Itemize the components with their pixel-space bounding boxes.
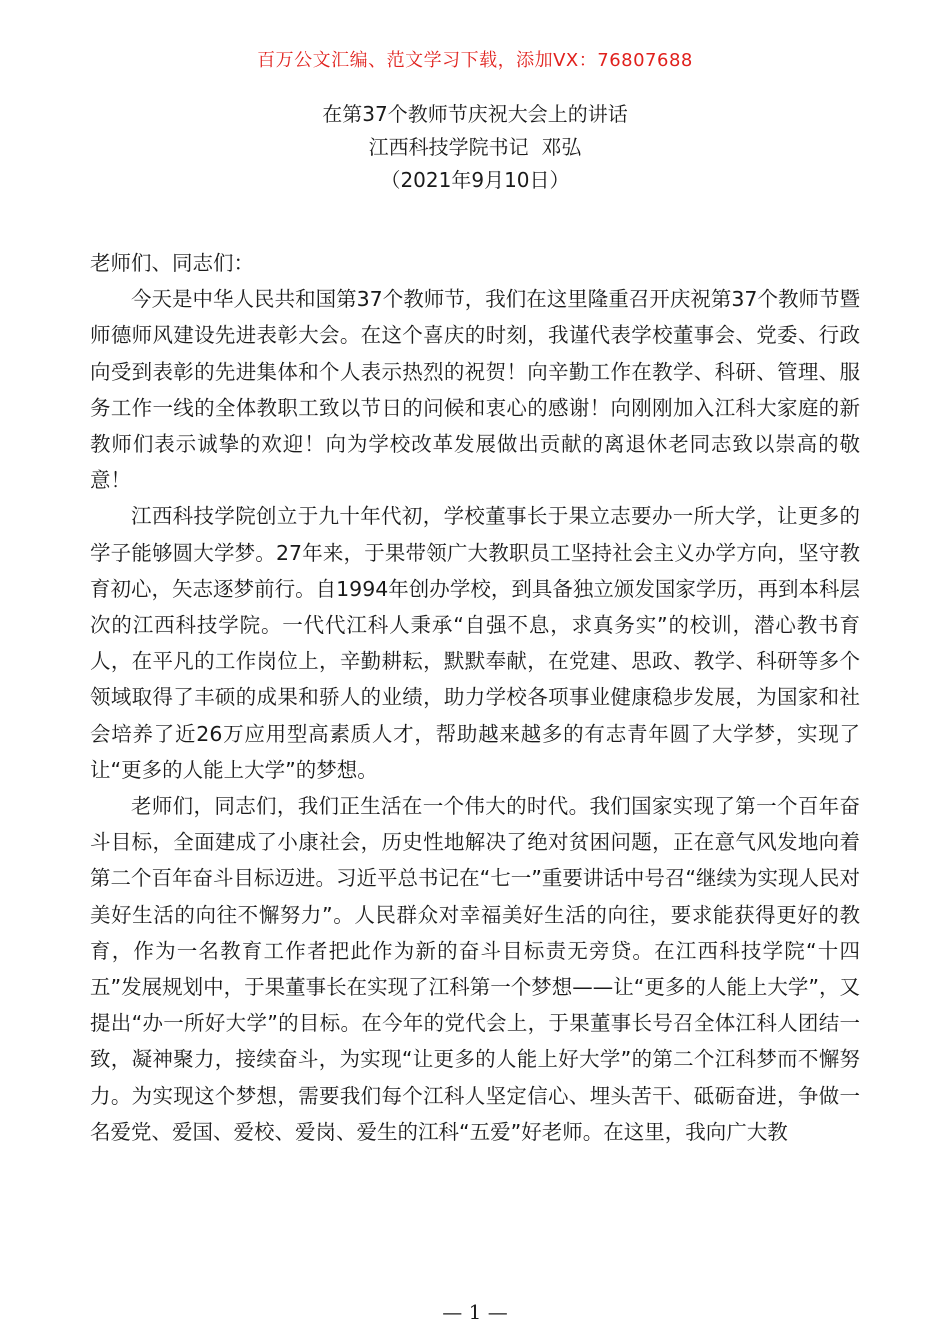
paragraph: 江西科技学院创立于九十年代初，学校董事长于果立志要办一所大学，让更多的学子能够圆大学梦。27年来，于果带领广大教职员工坚持社会主义办学方向，坚守教育初心，矢志逐梦前行。自1994年创办学校，到具备独立颁发国家学历，再到本科层次的江西科技学院。一代代江科人秉承“自强不息，求真务实”的校训，潜心教书育人，在平凡的工作岗位上，辛勤耕耘，默默奉献，在党建、思政、教学、科研等多个领域取得了丰硕的成果和骄人的业绩，助力学校各项事业健康稳步发展，为国家和社会培养了近26万应用型高素质人才，帮助越来越多的有志青年圆了大学梦，实现了让“更多的人能上大学”的梦想。	[90, 504, 860, 782]
page-number: — 1 —	[442, 1300, 508, 1324]
speech-body	[90, 245, 860, 1150]
paragraph: 老师们，同志们，我们正生活在一个伟大的时代。我们国家实现了第一个百年奋斗目标，全面建成了小康社会，历史性地解决了绝对贫困问题，正在意气风发地向着第二个百年奋斗目标迈进。习近平总书记在“七一”重要讲话中号召“继续为实现人民对美好生活的向往不懈努力”。人民群众对幸福美好生活的向往，要求能获得更好的教育，作为一名教育工作者把此作为新的奋斗目标责无旁贷。在江西科技学院“十四五”发展规划中，于果董事长在实现了江科第一个梦想——让“更多的人能上大学”，又提出“办一所好大学”的目标。在今年的党代会上，于果董事长号召全体江科人团结一致，凝神聚力，接续奋斗，为实现“让更多的人能上好大学”的第二个江科梦而不懈努力。为实现这个梦想，需要我们每个江科人坚定信心、埋头苦干、砥砺奋进，争做一名爱党、爱国、爱校、爱岗、爱生的江科“五爱”好老师。在这里，我向广大教	[90, 794, 860, 1144]
salutation: 老师们、同志们：	[90, 251, 254, 275]
speech-author: 江西科技学院书记 邓弘	[368, 135, 582, 159]
paragraph: 今天是中华人民共和国第37个教师节，我们在这里隆重召开庆祝第37个教师节暨师德师风建设先进表彰大会。在这个喜庆的时刻，我谨代表学校董事会、党委、行政向受到表彰的先进集体和个人表示热烈的祝贺！向辛勤工作在教学、科研、管理、服务工作一线的全体教职工致以节日的问候和衷心的感谢！向刚刚加入江科大家庭的新教师们表示诚挚的欢迎！向为学校改革发展做出贡献的离退休老同志致以崇高的敬意！	[90, 287, 860, 493]
speech-date: （2021年9月10日）	[380, 168, 570, 192]
speech-title: 在第37个教师节庆祝大会上的讲话	[322, 102, 628, 126]
title-block	[0, 98, 950, 197]
watermark-banner: 百万公文汇编、范文学习下载，添加VX：76807688	[257, 50, 693, 71]
